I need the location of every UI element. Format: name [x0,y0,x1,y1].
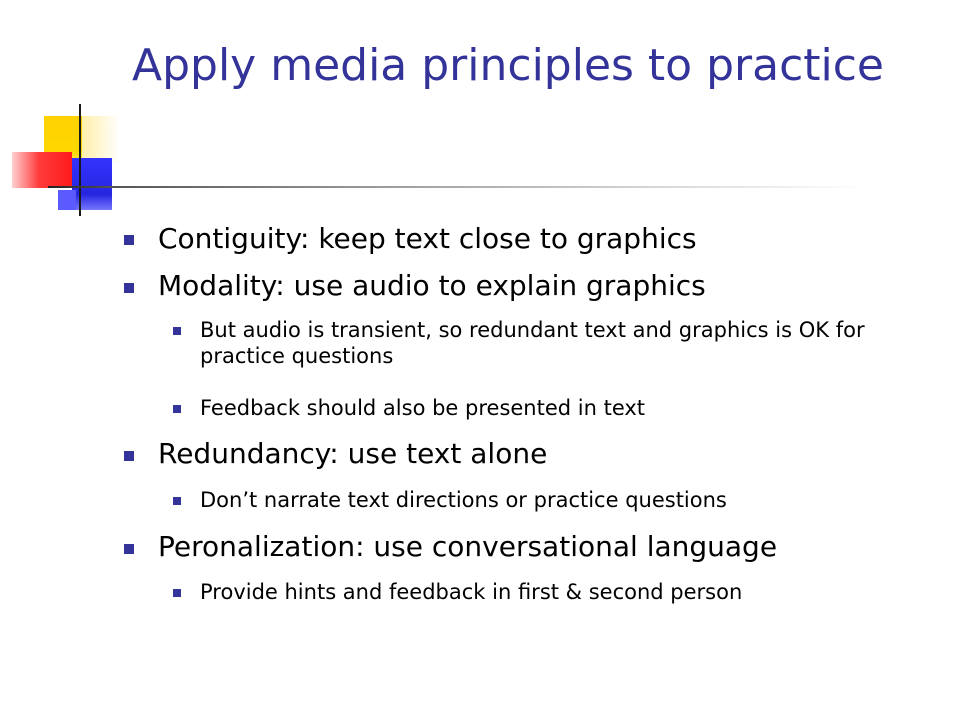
bullet-marker [124,235,134,245]
bullet-marker [124,283,134,293]
decorative-blue-fade [58,190,76,210]
sub-bullet-item: Provide hints and feedback in first & second person [200,580,743,604]
bullet-item: Peronalization: use conversational language [158,530,778,563]
sub-bullet-marker [173,589,181,597]
slide-title: Apply media principles to practice [132,40,884,91]
sub-bullet-item: Feedback should also be presented in text [200,396,646,420]
sub-bullet-marker [173,405,181,413]
sub-bullet-item: Don’t narrate text directions or practice questions [200,488,727,512]
decorative-blue-square [72,158,112,210]
bullet-item: Modality: use audio to explain graphics [158,269,706,302]
decorative-yellow-fade [82,116,120,162]
sub-bullet-item: But audio is transient, so redundant text and graphics is OK for practice questions [200,318,865,368]
bullet-marker [124,544,134,554]
decorative-vertical-line [79,104,81,216]
bullet-item: Redundancy: use text alone [158,437,548,470]
sub-bullet-marker [173,497,181,505]
bullet-marker [124,451,134,461]
decorative-red-square [12,152,72,188]
title-divider-line [48,186,868,188]
bullet-item: Contiguity: keep text close to graphics [158,222,697,255]
sub-bullet-marker [173,327,181,335]
